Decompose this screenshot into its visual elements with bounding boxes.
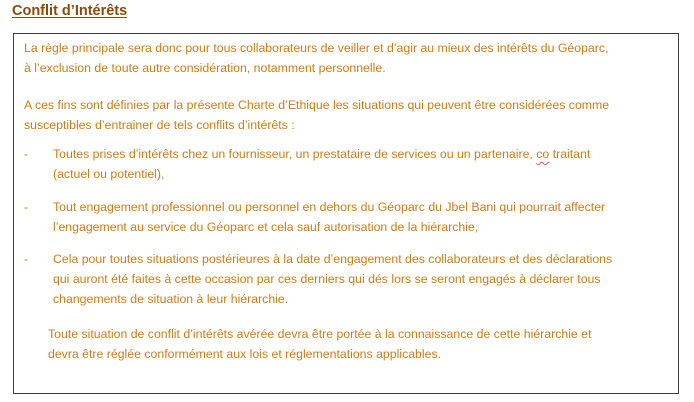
bullet-line: (actuel ou potentiel), (53, 167, 165, 181)
bullet-line: Toutes prises d’intérêts chez un fournisseur, un prestataire de services ou un partenaire, (53, 147, 533, 161)
paragraph-line: susceptibles d’entrainer de tels conflits d’intérêts : (24, 118, 295, 132)
bullet-marker: - (24, 252, 29, 266)
section-heading: Conflit d’Intérêts (12, 3, 128, 19)
spellcheck-flagged-word[interactable]: co (536, 147, 550, 161)
paragraph-line: Toute situation de conflit d’intérêts avérée devra être portée à la connaissance de cette hiérarchie et (48, 327, 592, 341)
paragraph-line: à l’exclusion de toute autre considération, notamment personnelle. (24, 61, 386, 75)
paragraph-closing (48, 324, 670, 364)
bullet-line: traitant (552, 147, 591, 161)
bullet-line: changements de situation à leur hiérarchie. (53, 292, 289, 306)
bullet-line: Tout engagement professionnel ou personnel en dehors du Géoparc du Jbel Bani qui pourrait affecter (53, 200, 606, 214)
bullet-marker: - (24, 200, 29, 214)
paragraph-intro (24, 38, 670, 78)
bullet-line: l’engagement au service du Géoparc et cela sauf autorisation de la hiérarchie, (53, 220, 479, 234)
bullet-line: Cela pour toutes situations postérieures à la date d’engagement des collaborateurs et des déclarations (53, 252, 613, 266)
bullet-marker: - (24, 147, 29, 161)
paragraph-line: devra être réglée conformément aux lois et réglementations applicables. (48, 347, 442, 361)
bullet-line: qui auront été faites à cette occasion par ces derniers qui dés lors se seront engagés à déclarer tous (53, 272, 601, 286)
content-frame (13, 33, 679, 394)
paragraph-line: La règle principale sera donc pour tous collaborateurs de veiller et d’agir au mieux des intérêts du Géoparc, (24, 41, 609, 55)
paragraph-line: A ces fins sont définies par la présente Charte d’Ethique les situations qui peuvent être considérées comme (24, 98, 610, 112)
paragraph-definitions (24, 95, 670, 135)
